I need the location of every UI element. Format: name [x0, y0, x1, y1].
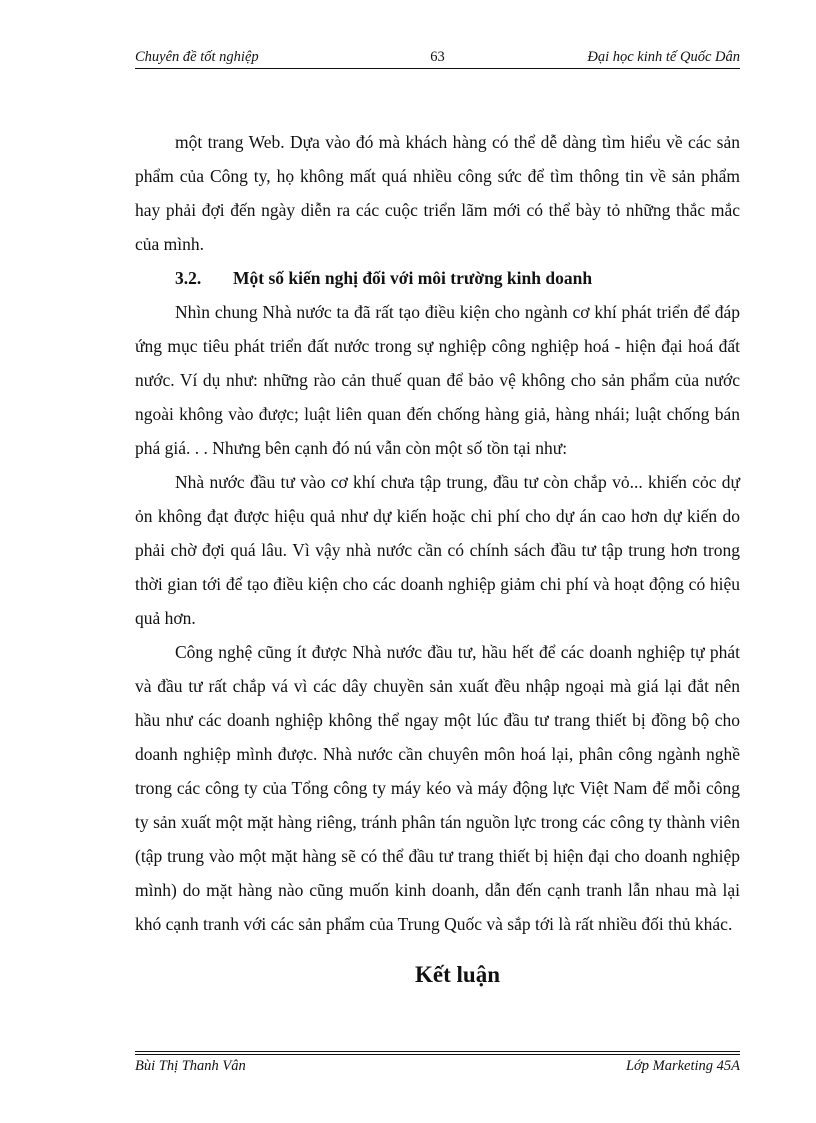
header-divider	[135, 68, 740, 69]
section-heading	[135, 261, 740, 295]
paragraph-technology: Công nghệ cũng ít được Nhà nước đầu tư, hầu hết để các doanh nghiệp tự phát và đầu tư rất chắp vá vì các dây chuyền sản xuất đều nhập ngoại mà giá lại đắt nên hầu như các doanh nghiệp không thể ngay một lúc đầu tư trang thiết bị đồng bộ cho doanh nghiệp mình được. Nhà nước cần chuyên môn hoá lại, phân công ngành nghề trong các công ty của Tổng công ty máy kéo và máy động lực Việt Nam để mỗi công ty sản xuất một mặt hàng riêng, tránh phân tán nguồn lực trong các công ty thành viên (tập trung vào một mặt hàng sẽ có thể đầu tư trang thiết bị hiện đại cho doanh nghiệp mình) do mặt hàng nào cũng muốn kinh doanh, dẫn đến cạnh tranh lẫn nhau mà lại khó cạnh tranh với các sản phẩm của Trung Quốc và sắp tới là rất nhiều đối thủ khác.	[135, 642, 740, 934]
page-number: 63	[430, 49, 445, 65]
footer-class: Lớp Marketing 45A	[625, 1058, 740, 1074]
section-number: 3.2.	[175, 268, 202, 288]
paragraph-web-continuation: một trang Web. Dựa vào đó mà khách hàng có thể dễ dàng tìm hiểu về các sản phẩm của Công ty, họ không mất quá nhiều công sức để tìm thông tin về sản phẩm hay phải đợi đến ngày diễn ra các cuộc triển lãm mới có thể bày tỏ những thắc mắc của mình.	[135, 132, 740, 254]
document-body	[135, 125, 740, 941]
footer-divider-top	[135, 1051, 740, 1052]
footer-divider-bottom	[135, 1054, 740, 1055]
conclusion-title: Kết luận	[415, 962, 500, 987]
footer-author: Bùi Thị Thanh Vân	[135, 1058, 246, 1074]
section-title: Một số kiến nghị đối với môi trường kinh doanh	[233, 268, 593, 288]
paragraph-investment: Nhà nước đầu tư vào cơ khí chưa tập trung, đầu tư còn chắp vỏ... khiến cỏc dự ỏn không đạt được hiệu quả như dự kiến hoặc chi phí cho dự án cao hơn dự kiến do phải chờ đợi quá lâu. Vì vậy nhà nước cần có chính sách đầu tư tập trung hơn trong thời gian tới để tạo điều kiện cho các doanh nghiệp giảm chi phí và hoạt động có hiệu quả hơn.	[135, 472, 740, 628]
paragraph-state-support: Nhìn chung Nhà nước ta đã rất tạo điều kiện cho ngành cơ khí phát triển để đáp ứng mục tiêu phát triển đất nước trong sự nghiệp công nghiệp hoá - hiện đại hoá đất nước. Ví dụ như: những rào cản thuế quan để bảo vệ không cho sản phẩm của nước ngoài không vào được; luật liên quan đến chống hàng giả, hàng nhái; luật chống bán phá giá. . . Nhưng bên cạnh đó nú vẫn còn một số tồn tại như:	[135, 302, 740, 458]
page-header	[135, 49, 740, 69]
header-university: Đại học kinh tế Quốc Dân	[587, 49, 740, 65]
header-thesis-type: Chuyên đề tốt nghiệp	[135, 49, 259, 65]
page-footer	[135, 1058, 740, 1078]
